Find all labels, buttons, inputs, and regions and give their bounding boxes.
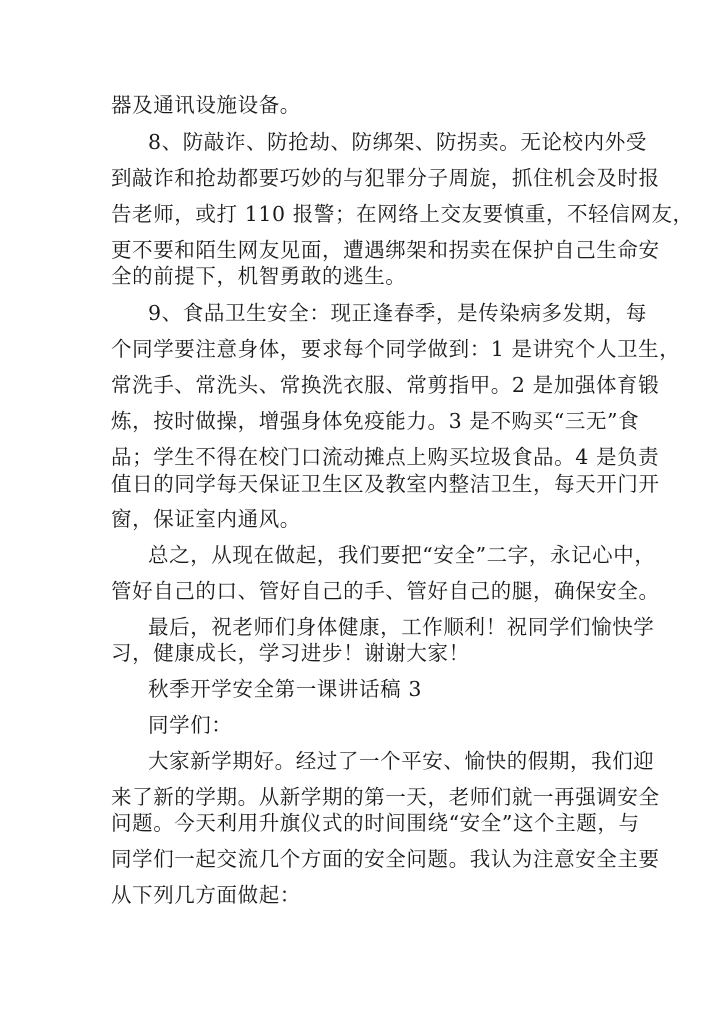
- text-line: 更不要和陌生网友见面，遭遇绑架和拐卖在保护自己生命安: [111, 238, 660, 262]
- text-line: 个同学要注意身体，要求每个同学做到：1 是讲究个人卫生，: [111, 337, 681, 361]
- document-subtitle: 秋季开学安全第一课讲话稿 3: [148, 677, 422, 701]
- text-line: 9、食品卫生安全：现正逢春季，是传染病多发期，每: [148, 301, 647, 325]
- text-line: 器及通讯设施设备。: [111, 93, 301, 117]
- text-line: 值日的同学每天保证卫生区及教室内整洁卫生，每天开门开: [111, 472, 660, 496]
- text-line: 管好自己的口、管好自己的手、管好自己的腿，确保安全。: [111, 579, 660, 603]
- text-line: 同学们一起交流几个方面的安全问题。我认为注意安全主要: [111, 847, 660, 871]
- text-line: 炼，按时做操，增强身体免疫能力。3 是不购买“三无”食: [111, 409, 640, 433]
- text-line: 品；学生不得在校门口流动摊点上购买垃圾食品。4 是负责: [111, 445, 660, 469]
- text-line: 问题。今天利用升旗仪式的时间围绕“安全”这个主题，与: [111, 811, 640, 835]
- text-line: 最后，祝老师们身体健康，工作顺利！祝同学们愉快学: [148, 615, 655, 639]
- text-line: 常洗手、常洗头、常换洗衣服、常剪指甲。2 是加强体育锻: [111, 373, 660, 397]
- text-line: 窗，保证室内通风。: [111, 507, 301, 531]
- salutation: 同学们：: [148, 713, 233, 737]
- text-line: 从下列几方面做起：: [111, 883, 301, 907]
- text-line: 8、防敲诈、防抢劫、防绑架、防拐卖。无论校内外受: [148, 130, 647, 154]
- text-line: 总之，从现在做起，我们要把“安全”二字，永记心中，: [148, 543, 656, 567]
- text-line: 全的前提下，机智勇敢的逃生。: [111, 264, 407, 288]
- text-line: 到敲诈和抢劫都要巧妙的与犯罪分子周旋，抓住机会及时报: [111, 166, 660, 190]
- text-line: 习，健康成长，学习进步！谢谢大家！: [111, 641, 470, 665]
- text-line: 来了新的学期。从新学期的第一天，老师们就一再强调安全: [111, 785, 660, 809]
- text-line: 告老师，或打 110 报警；在网络上交友要慎重，不轻信网友，: [111, 202, 694, 226]
- text-line: 大家新学期好。经过了一个平安、愉快的假期，我们迎: [148, 749, 655, 773]
